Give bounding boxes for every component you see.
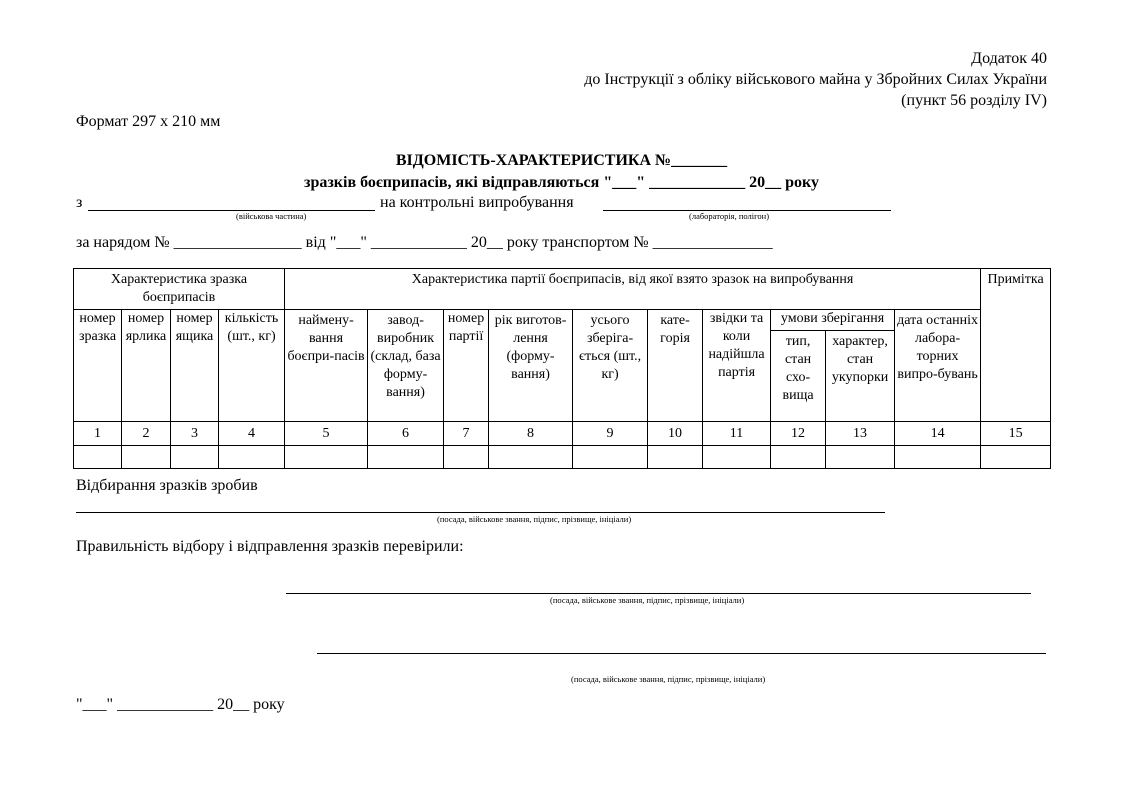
appendix-number: Додаток 40: [971, 50, 1047, 67]
verifier-1-caption: (посада, військове звання, підпис, прізвище, ініціали): [550, 595, 745, 605]
table-cell[interactable]: [771, 446, 826, 469]
table-cell[interactable]: [122, 446, 171, 469]
column-number: 1: [74, 422, 122, 446]
military-unit-field[interactable]: [88, 210, 375, 211]
col-category: кате-горія: [648, 310, 703, 422]
clause-reference: (пункт 56 розділу IV): [901, 92, 1047, 109]
selector-caption: (посада, військове звання, підпис, прізвище, ініціали): [437, 514, 632, 524]
table-row: [74, 446, 1051, 469]
column-number: 7: [444, 422, 489, 446]
column-number: 3: [171, 422, 219, 446]
column-number: 14: [895, 422, 981, 446]
col-sample-number: номер зразка: [74, 310, 122, 422]
table-cell[interactable]: [368, 446, 444, 469]
table-cell[interactable]: [171, 446, 219, 469]
col-storage-type: тип, стан схо-вища: [771, 331, 826, 422]
characteristics-table: [73, 268, 1051, 469]
table-cell[interactable]: [573, 446, 648, 469]
from-label: з: [76, 194, 83, 211]
verification-label: Правильність відбору і відправлення зразків перевірили:: [76, 538, 464, 555]
col-batch-number: номер партії: [444, 310, 489, 422]
col-box-number: номер ящика: [171, 310, 219, 422]
laboratory-caption: (лабораторія, полігон): [689, 211, 770, 221]
table-cell[interactable]: [489, 446, 573, 469]
table-cell[interactable]: [219, 446, 285, 469]
col-label-number: номер ярлика: [122, 310, 171, 422]
column-number: 10: [648, 422, 703, 446]
note-header: Примітка: [981, 269, 1051, 422]
verifier-1-signature-field[interactable]: [286, 593, 1031, 594]
col-total-stored: усього зберіга-ється (шт., кг): [573, 310, 648, 422]
column-number: 5: [285, 422, 368, 446]
column-number: 13: [826, 422, 895, 446]
table-cell[interactable]: [981, 446, 1051, 469]
verifier-2-signature-field[interactable]: [317, 653, 1046, 654]
table-cell[interactable]: [703, 446, 771, 469]
table-cell[interactable]: [285, 446, 368, 469]
col-last-lab-test-date: дата останніх лабора-торних випро-бувань: [895, 310, 981, 422]
storage-conditions-header: умови зберігання: [771, 310, 895, 331]
military-unit-caption: (військова частина): [236, 211, 307, 221]
instruction-reference: до Інструкції з обліку військового майна у Збройних Силах України: [584, 71, 1047, 88]
col-manufacturer: завод-виробник (склад, база форму-вання): [368, 310, 444, 422]
tests-label: на контрольні випробування: [380, 194, 574, 211]
page-format: Формат 297 х 210 мм: [76, 113, 221, 130]
selector-signature-field[interactable]: [76, 512, 885, 513]
table-cell[interactable]: [74, 446, 122, 469]
document-title: ВІДОМІСТЬ-ХАРАКТЕРИСТИКА №_______: [395, 152, 728, 169]
col-manufacture-year: рік виготов-лення (форму-вання): [489, 310, 573, 422]
table-cell[interactable]: [444, 446, 489, 469]
column-number: 4: [219, 422, 285, 446]
col-packaging-condition: характер, стан укупорки: [826, 331, 895, 422]
table-cell[interactable]: [826, 446, 895, 469]
table-cell[interactable]: [648, 446, 703, 469]
date-line: "___" ____________ 20__ року: [76, 696, 285, 713]
table-cell[interactable]: [895, 446, 981, 469]
selection-label: Відбирання зразків зробив: [76, 477, 258, 494]
document-subtitle: зразків боєприпасів, які відправляються "___" ____________ 20__ року: [304, 174, 819, 191]
column-number: 6: [368, 422, 444, 446]
column-number: 11: [703, 422, 771, 446]
verifier-2-caption: (посада, військове звання, підпис, прізвище, ініціали): [571, 674, 766, 684]
sample-characteristics-header: Характеристика зразка боєприпасів: [74, 269, 285, 310]
col-source-and-date: звідки та коли надійшла партія: [703, 310, 771, 422]
column-number: 9: [573, 422, 648, 446]
column-number: 12: [771, 422, 826, 446]
col-quantity: кількість (шт., кг): [219, 310, 285, 422]
order-line: за нарядом № ________________ від "___" ____________ 20__ року транспортом № _______________: [76, 234, 773, 251]
col-ammunition-name: наймену-вання боєпри-пасів: [285, 310, 368, 422]
column-number: 15: [981, 422, 1051, 446]
column-number: 8: [489, 422, 573, 446]
batch-characteristics-header: Характеристика партії боєприпасів, від якої взято зразок на випробування: [285, 269, 981, 310]
column-number: 2: [122, 422, 171, 446]
